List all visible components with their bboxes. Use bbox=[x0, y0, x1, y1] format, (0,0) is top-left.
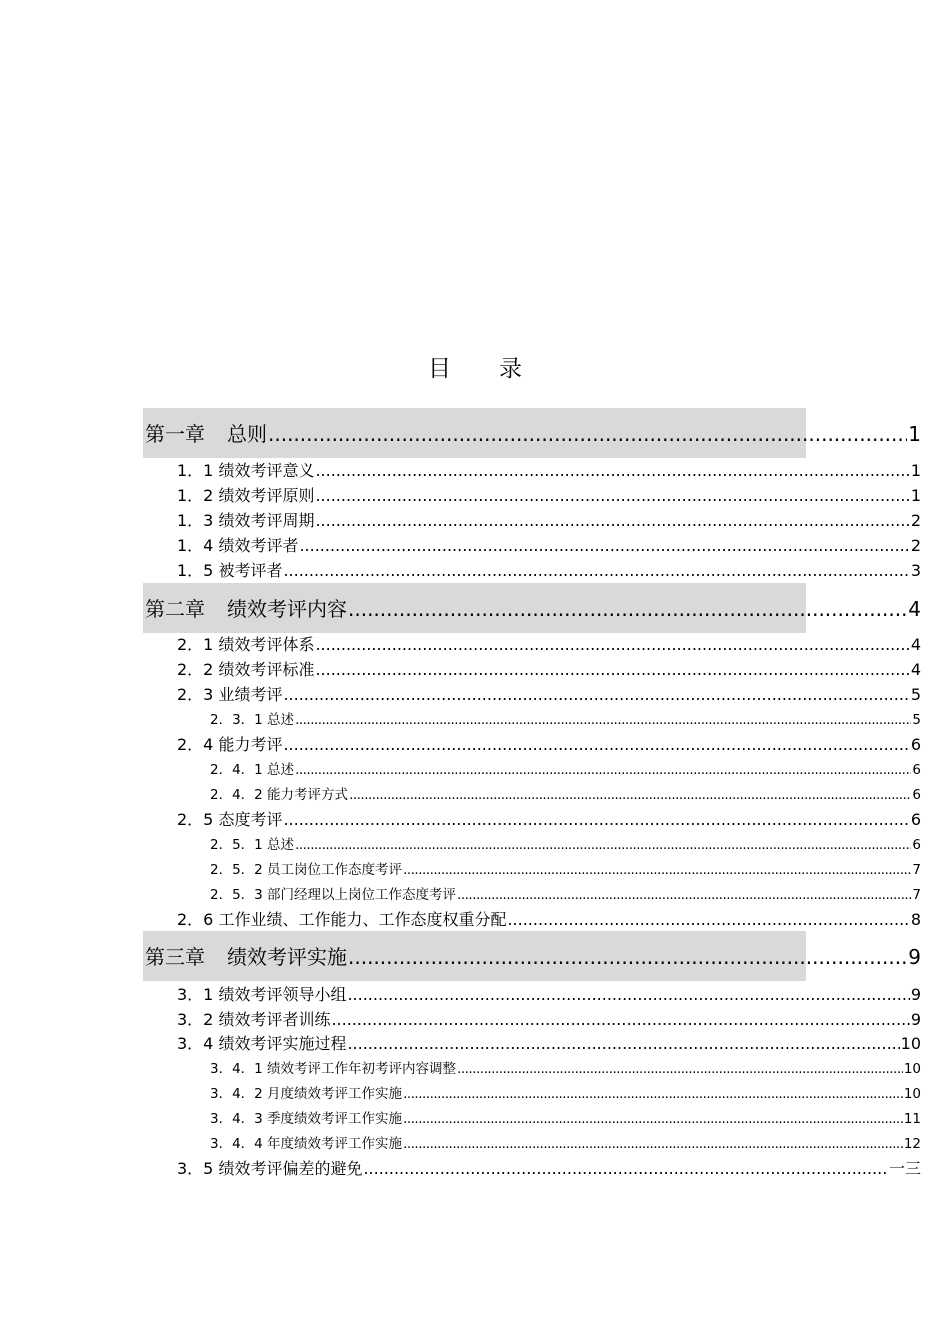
leader-dots bbox=[283, 809, 909, 831]
toc-heading bbox=[0, 350, 950, 383]
leader-dots bbox=[349, 785, 911, 805]
page-number: 6 bbox=[910, 735, 921, 754]
chapter-number: 第二章 bbox=[145, 597, 205, 621]
leader-dots bbox=[457, 1059, 903, 1079]
toc-subsection[interactable] bbox=[210, 1109, 921, 1129]
toc-subsection[interactable] bbox=[210, 885, 921, 905]
subsection-label: 3．4．3 季度绩效考评工作实施 bbox=[210, 1111, 403, 1127]
chapter-number: 第一章 bbox=[145, 422, 205, 446]
leader-dots bbox=[283, 560, 909, 582]
subsection-label: 2．4．2 能力考评方式 bbox=[210, 787, 349, 803]
page-number: 7 bbox=[912, 862, 921, 878]
subsection-label: 3．4．2 月度绩效考评工作实施 bbox=[210, 1086, 403, 1102]
page-number: 1 bbox=[910, 461, 921, 480]
page-number: 10 bbox=[903, 1086, 921, 1102]
section-label: 1．5 被考评者 bbox=[177, 561, 283, 580]
toc-heading-char-2: 录 bbox=[499, 356, 522, 382]
page-number: 1 bbox=[908, 422, 921, 446]
leader-dots bbox=[299, 535, 909, 557]
section-label: 1．2 绩效考评原则 bbox=[177, 486, 315, 505]
page-number: 4 bbox=[910, 660, 921, 679]
leader-dots bbox=[315, 659, 909, 681]
leader-dots bbox=[403, 1109, 903, 1129]
page-number: 7 bbox=[912, 887, 921, 903]
subsection-label: 2．4．1 总述 bbox=[210, 762, 295, 778]
toc-subsection[interactable] bbox=[210, 760, 921, 780]
toc-chapter-3[interactable] bbox=[145, 943, 921, 971]
page-number: 8 bbox=[910, 910, 921, 929]
page-number: 一三 bbox=[888, 1159, 921, 1178]
chapter-title: 绩效考评内容 bbox=[227, 597, 347, 621]
toc-section[interactable] bbox=[177, 485, 921, 507]
subsection-label: 2．5．2 员工岗位工作态度考评 bbox=[210, 862, 403, 878]
section-label: 2．3 业绩考评 bbox=[177, 685, 283, 704]
page-number: 6 bbox=[912, 837, 921, 853]
page-number: 2 bbox=[910, 511, 921, 530]
leader-dots bbox=[347, 984, 909, 1006]
page-number: 11 bbox=[903, 1111, 921, 1127]
section-label: 2．5 态度考评 bbox=[177, 810, 283, 829]
toc-section[interactable] bbox=[177, 1033, 921, 1055]
toc-chapter-2[interactable] bbox=[145, 595, 921, 623]
leader-dots bbox=[363, 1158, 888, 1180]
toc-subsection[interactable] bbox=[210, 1059, 921, 1079]
subsection-label: 2．3．1 总述 bbox=[210, 712, 295, 728]
toc-subsection[interactable] bbox=[210, 835, 921, 855]
toc-heading-char-1: 目 bbox=[428, 356, 451, 382]
page-number: 6 bbox=[912, 762, 921, 778]
toc-section[interactable] bbox=[177, 684, 921, 706]
page-number: 3 bbox=[910, 561, 921, 580]
toc-section[interactable] bbox=[177, 909, 921, 931]
leader-dots bbox=[347, 1033, 899, 1055]
toc-section[interactable] bbox=[177, 734, 921, 756]
leader-dots bbox=[268, 420, 907, 448]
toc-section[interactable] bbox=[177, 984, 921, 1006]
page-number: 12 bbox=[903, 1136, 921, 1152]
subsection-label: 3．4．4 年度绩效考评工作实施 bbox=[210, 1136, 403, 1152]
leader-dots bbox=[283, 684, 909, 706]
page-number: 9 bbox=[910, 985, 921, 1004]
page-number: 10 bbox=[900, 1034, 921, 1053]
subsection-label: 2．5．3 部门经理以上岗位工作态度考评 bbox=[210, 887, 457, 903]
leader-dots bbox=[331, 1009, 909, 1031]
leader-dots bbox=[348, 943, 907, 971]
section-label: 2．2 绩效考评标准 bbox=[177, 660, 315, 679]
leader-dots bbox=[283, 734, 909, 756]
page-number: 5 bbox=[910, 685, 921, 704]
page-number: 2 bbox=[910, 536, 921, 555]
section-label: 3．1 绩效考评领导小组 bbox=[177, 985, 347, 1004]
section-label: 2．6 工作业绩、工作能力、工作态度权重分配 bbox=[177, 910, 507, 929]
page-number: 9 bbox=[908, 945, 921, 969]
toc-subsection[interactable] bbox=[210, 785, 921, 805]
toc-section[interactable] bbox=[177, 1158, 921, 1180]
subsection-label: 2．5．1 总述 bbox=[210, 837, 295, 853]
toc-subsection[interactable] bbox=[210, 1084, 921, 1104]
toc-section[interactable] bbox=[177, 659, 921, 681]
page-number: 4 bbox=[910, 635, 921, 654]
page-number: 9 bbox=[910, 1010, 921, 1029]
leader-dots bbox=[403, 1084, 903, 1104]
page-number: 4 bbox=[908, 597, 921, 621]
leader-dots bbox=[315, 485, 909, 507]
toc-section[interactable] bbox=[177, 460, 921, 482]
leader-dots bbox=[457, 885, 911, 905]
leader-dots bbox=[403, 1134, 903, 1154]
leader-dots bbox=[295, 835, 911, 855]
subsection-label: 3．4．1 绩效考评工作年初考评内容调整 bbox=[210, 1061, 457, 1077]
section-label: 3．4 绩效考评实施过程 bbox=[177, 1034, 347, 1053]
toc-section[interactable] bbox=[177, 1009, 921, 1031]
toc-section[interactable] bbox=[177, 809, 921, 831]
section-label: 2．1 绩效考评体系 bbox=[177, 635, 315, 654]
toc-subsection[interactable] bbox=[210, 860, 921, 880]
section-label: 1．1 绩效考评意义 bbox=[177, 461, 315, 480]
toc-subsection[interactable] bbox=[210, 710, 921, 730]
leader-dots bbox=[507, 909, 909, 931]
toc-section[interactable] bbox=[177, 510, 921, 532]
section-label: 1．4 绩效考评者 bbox=[177, 536, 299, 555]
leader-dots bbox=[348, 595, 907, 623]
section-label: 2．4 能力考评 bbox=[177, 735, 283, 754]
page-number: 6 bbox=[912, 787, 921, 803]
chapter-title: 总则 bbox=[227, 422, 267, 446]
section-label: 3．5 绩效考评偏差的避免 bbox=[177, 1159, 363, 1178]
page-number: 6 bbox=[910, 810, 921, 829]
toc-section[interactable] bbox=[177, 634, 921, 656]
leader-dots bbox=[315, 510, 909, 532]
leader-dots bbox=[315, 460, 909, 482]
toc-subsection[interactable] bbox=[210, 1134, 921, 1154]
page-number: 1 bbox=[910, 486, 921, 505]
leader-dots bbox=[295, 710, 911, 730]
chapter-title: 绩效考评实施 bbox=[227, 945, 347, 969]
leader-dots bbox=[295, 760, 911, 780]
page-number: 5 bbox=[912, 712, 921, 728]
leader-dots bbox=[315, 634, 909, 656]
page-number: 10 bbox=[903, 1061, 921, 1077]
chapter-number: 第三章 bbox=[145, 945, 205, 969]
section-label: 1．3 绩效考评周期 bbox=[177, 511, 315, 530]
leader-dots bbox=[403, 860, 911, 880]
toc-chapter-1[interactable] bbox=[145, 420, 921, 448]
section-label: 3．2 绩效考评者训练 bbox=[177, 1010, 331, 1029]
toc-section[interactable] bbox=[177, 535, 921, 557]
toc-section[interactable] bbox=[177, 560, 921, 582]
